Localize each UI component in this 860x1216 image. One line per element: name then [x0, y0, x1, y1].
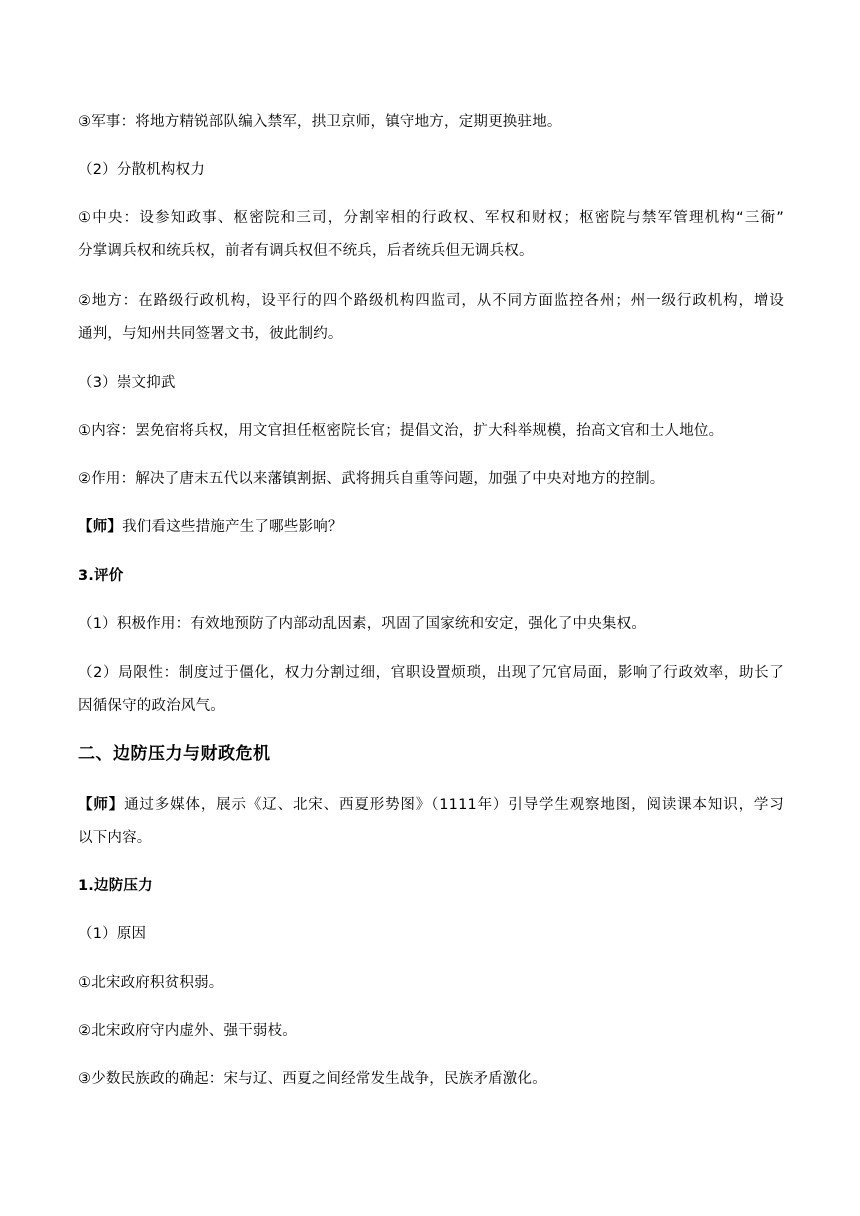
teacher-question-text: 我们看这些措施产生了哪些影响？	[122, 519, 343, 535]
section-evaluation: 3.评价	[78, 568, 124, 584]
reason-item-2: ②北宋政府守内虚外、强干弱枝。	[78, 1023, 297, 1039]
subheading-reasons: （1）原因	[78, 926, 147, 942]
paragraph-limitation-line2: 因循保守的政治风气。	[78, 698, 225, 714]
teacher-intro-text: 通过多媒体，展示《辽、北宋、西夏形势图》（1111年）引导学生观察地图，阅读课本知识，学习	[124, 797, 784, 813]
paragraph-central-line1: ①中央：设参知政事、枢密院和三司，分割宰相的行政权、军权和财权；枢密院与禁军管理机构“三衙”	[78, 210, 784, 226]
section-heading-border-finance: 二、边防压力与财政危机	[78, 744, 271, 764]
reason-item-1: ①北宋政府积贫积弱。	[78, 975, 224, 991]
paragraph-limitation-line1: （2）局限性：制度过于僵化，权力分割过细，官职设置烦琐，出现了冗官局面，影响了行政效率，助长了	[78, 665, 784, 681]
section-border-pressure: 1.边防压力	[78, 878, 153, 894]
paragraph-military: ③军事：将地方精锐部队编入禁军，拱卫京师，镇守地方，定期更换驻地。	[78, 114, 562, 130]
paragraph-local-line2: 通判，与知州共同签署文书，彼此制约。	[78, 326, 343, 342]
teacher-question	[78, 517, 343, 537]
teacher-intro-line2: 以下内容。	[78, 830, 152, 846]
reason-item-3: ③少数民族政的确起：宋与辽、西夏之间经常发生战争，民族矛盾激化。	[78, 1071, 547, 1087]
paragraph-local-line1: ②地方：在路级行政机构，设平行的四个路级机构四监司，从不同方面监控各州；州一级行政机构，增设	[78, 293, 784, 309]
paragraph-positive: （1）积极作用：有效地预防了内部动乱因素，巩固了国家统和安定，强化了中央集权。	[78, 616, 647, 632]
subheading-decentralize: （2）分散机构权力	[78, 162, 206, 178]
paragraph-content: ①内容：罢免宿将兵权，用文官担任枢密院长官；提倡文治，扩大科举规模，抬高文官和士人地位。	[78, 423, 724, 439]
teacher-intro-line1	[78, 795, 784, 815]
paragraph-central-line2: 分掌调兵权和统兵权，前者有调兵权但不统兵，后者统兵但无调兵权。	[78, 243, 534, 259]
teacher-tag: 【师】	[78, 519, 123, 535]
teacher-tag: 【师】	[78, 797, 125, 813]
subheading-civil-over-military: （3）崇文抑武	[78, 375, 176, 391]
paragraph-effect: ②作用：解决了唐末五代以来藩镇割据、武将拥兵自重等问题，加强了中央对地方的控制。	[78, 471, 665, 487]
